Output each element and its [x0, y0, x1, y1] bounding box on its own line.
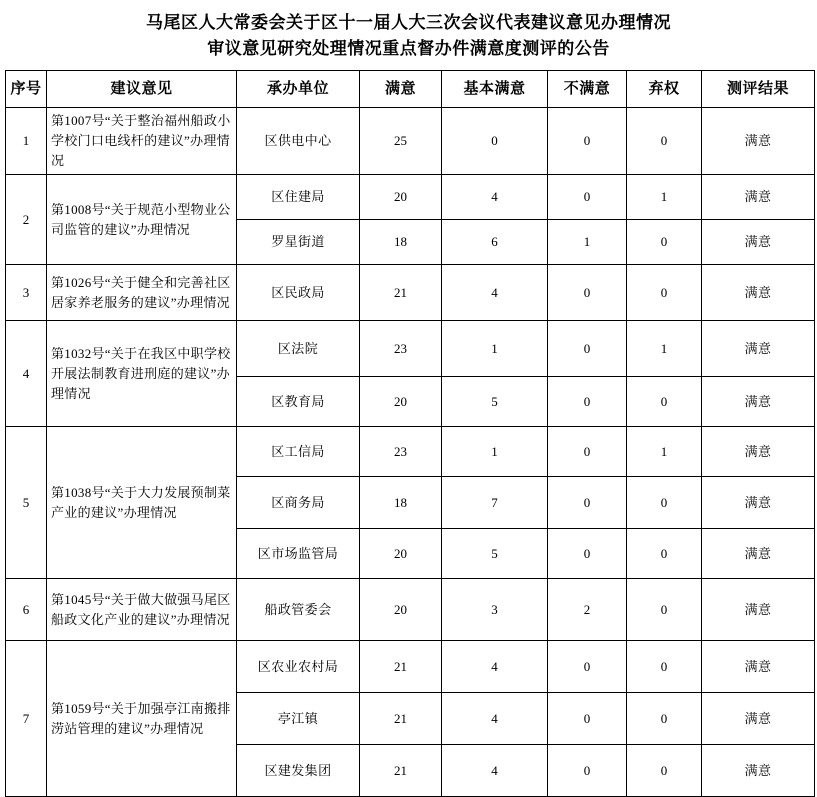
unsatisfied-count-cell: 0	[548, 745, 627, 797]
unit-cell: 区农业农村局	[237, 641, 360, 693]
evaluation-result-cell: 满意	[702, 427, 815, 477]
table-row	[6, 321, 815, 377]
suggestion-cell: 第1045号“关于做大做强马尾区船政文化产业的建议”办理情况	[47, 579, 237, 641]
evaluation-result-cell: 满意	[702, 108, 815, 175]
unsatisfied-count-cell: 2	[548, 579, 627, 641]
suggestion-cell: 第1032号“关于在我区中职学校开展法制教育进刑庭的建议”办理情况	[47, 321, 237, 427]
satisfied-count-cell: 25	[360, 108, 442, 175]
unit-cell: 区住建局	[237, 175, 360, 220]
abstain-count-cell: 0	[627, 108, 702, 175]
evaluation-result-cell: 满意	[702, 693, 815, 745]
unit-cell: 罗星街道	[237, 220, 360, 265]
column-header-suggestion: 建议意见	[47, 71, 237, 108]
unit-cell: 船政管委会	[237, 579, 360, 641]
table-row	[6, 265, 815, 321]
satisfied-count-cell: 20	[360, 579, 442, 641]
abstain-count-cell: 0	[627, 579, 702, 641]
abstain-count-cell: 0	[627, 265, 702, 321]
basically-satisfied-count-cell: 6	[442, 220, 548, 265]
suggestion-cell: 第1008号“关于规范小型物业公司监管的建议”办理情况	[47, 175, 237, 265]
unit-cell: 区法院	[237, 321, 360, 377]
evaluation-result-cell: 满意	[702, 477, 815, 529]
unit-cell: 区建发集团	[237, 745, 360, 797]
unsatisfied-count-cell: 0	[548, 427, 627, 477]
basically-satisfied-count-cell: 4	[442, 641, 548, 693]
satisfied-count-cell: 20	[360, 175, 442, 220]
basically-satisfied-count-cell: 5	[442, 529, 548, 579]
satisfied-count-cell: 23	[360, 427, 442, 477]
unsatisfied-count-cell: 0	[548, 321, 627, 377]
unit-cell: 区工信局	[237, 427, 360, 477]
unit-cell: 区教育局	[237, 377, 360, 427]
basically-satisfied-count-cell: 4	[442, 175, 548, 220]
basically-satisfied-count-cell: 1	[442, 321, 548, 377]
satisfied-count-cell: 18	[360, 477, 442, 529]
basically-satisfied-count-cell: 0	[442, 108, 548, 175]
table-row	[6, 175, 815, 220]
abstain-count-cell: 0	[627, 220, 702, 265]
abstain-count-cell: 0	[627, 377, 702, 427]
evaluation-result-cell: 满意	[702, 377, 815, 427]
table-body	[6, 108, 815, 797]
evaluation-result-cell: 满意	[702, 641, 815, 693]
satisfaction-evaluation-table	[5, 70, 815, 797]
row-index-cell: 6	[6, 579, 47, 641]
abstain-count-cell: 1	[627, 427, 702, 477]
page-title-line-1: 马尾区人大常委会关于区十一届人大三次会议代表建议意见办理情况	[146, 13, 671, 32]
unsatisfied-count-cell: 0	[548, 641, 627, 693]
basically-satisfied-count-cell: 3	[442, 579, 548, 641]
satisfied-count-cell: 23	[360, 321, 442, 377]
basically-satisfied-count-cell: 4	[442, 693, 548, 745]
abstain-count-cell: 0	[627, 477, 702, 529]
page-title	[0, 0, 817, 62]
basically-satisfied-count-cell: 1	[442, 427, 548, 477]
table-row	[6, 427, 815, 477]
suggestion-cell: 第1007号“关于整治福州船政小学校门口电线杆的建议”办理情况	[47, 108, 237, 175]
abstain-count-cell: 0	[627, 745, 702, 797]
table-row	[6, 108, 815, 175]
row-index-cell: 5	[6, 427, 47, 579]
satisfied-count-cell: 20	[360, 529, 442, 579]
column-header-abstain: 弃权	[627, 71, 702, 108]
satisfied-count-cell: 21	[360, 265, 442, 321]
abstain-count-cell: 1	[627, 321, 702, 377]
table-row	[6, 579, 815, 641]
unit-cell: 区供电中心	[237, 108, 360, 175]
row-index-cell: 4	[6, 321, 47, 427]
suggestion-cell: 第1026号“关于健全和完善社区居家养老服务的建议”办理情况	[47, 265, 237, 321]
row-index-cell: 7	[6, 641, 47, 797]
row-index-cell: 2	[6, 175, 47, 265]
evaluation-result-cell: 满意	[702, 175, 815, 220]
column-header-result: 测评结果	[702, 71, 815, 108]
satisfied-count-cell: 20	[360, 377, 442, 427]
abstain-count-cell: 1	[627, 175, 702, 220]
suggestion-cell: 第1059号“关于加强亭江南搬排涝站管理的建议”办理情况	[47, 641, 237, 797]
table-row	[6, 641, 815, 693]
evaluation-result-cell: 满意	[702, 265, 815, 321]
column-header-basically-satisfied: 基本满意	[442, 71, 548, 108]
basically-satisfied-count-cell: 7	[442, 477, 548, 529]
unsatisfied-count-cell: 0	[548, 175, 627, 220]
evaluation-result-cell: 满意	[702, 745, 815, 797]
evaluation-result-cell: 满意	[702, 220, 815, 265]
page-title-line-2: 审议意见研究处理情况重点督办件满意度测评的公告	[207, 39, 610, 58]
evaluation-result-cell: 满意	[702, 529, 815, 579]
unsatisfied-count-cell: 0	[548, 108, 627, 175]
basically-satisfied-count-cell: 4	[442, 745, 548, 797]
unit-cell: 区民政局	[237, 265, 360, 321]
satisfied-count-cell: 21	[360, 693, 442, 745]
column-header-unit: 承办单位	[237, 71, 360, 108]
column-header-unsatisfied: 不满意	[548, 71, 627, 108]
row-index-cell: 3	[6, 265, 47, 321]
column-header-satisfied: 满意	[360, 71, 442, 108]
unit-cell: 区市场监管局	[237, 529, 360, 579]
evaluation-result-cell: 满意	[702, 321, 815, 377]
unit-cell: 亭江镇	[237, 693, 360, 745]
suggestion-cell: 第1038号“关于大力发展预制菜产业的建议”办理情况	[47, 427, 237, 579]
satisfied-count-cell: 21	[360, 641, 442, 693]
row-index-cell: 1	[6, 108, 47, 175]
abstain-count-cell: 0	[627, 693, 702, 745]
unsatisfied-count-cell: 0	[548, 529, 627, 579]
unit-cell: 区商务局	[237, 477, 360, 529]
evaluation-result-cell: 满意	[702, 579, 815, 641]
unsatisfied-count-cell: 0	[548, 693, 627, 745]
unsatisfied-count-cell: 0	[548, 265, 627, 321]
satisfied-count-cell: 18	[360, 220, 442, 265]
unsatisfied-count-cell: 0	[548, 377, 627, 427]
satisfied-count-cell: 21	[360, 745, 442, 797]
abstain-count-cell: 0	[627, 529, 702, 579]
unsatisfied-count-cell: 0	[548, 477, 627, 529]
abstain-count-cell: 0	[627, 641, 702, 693]
column-header-index: 序号	[6, 71, 47, 108]
basically-satisfied-count-cell: 5	[442, 377, 548, 427]
unsatisfied-count-cell: 1	[548, 220, 627, 265]
basically-satisfied-count-cell: 4	[442, 265, 548, 321]
table-header-row	[6, 71, 815, 108]
